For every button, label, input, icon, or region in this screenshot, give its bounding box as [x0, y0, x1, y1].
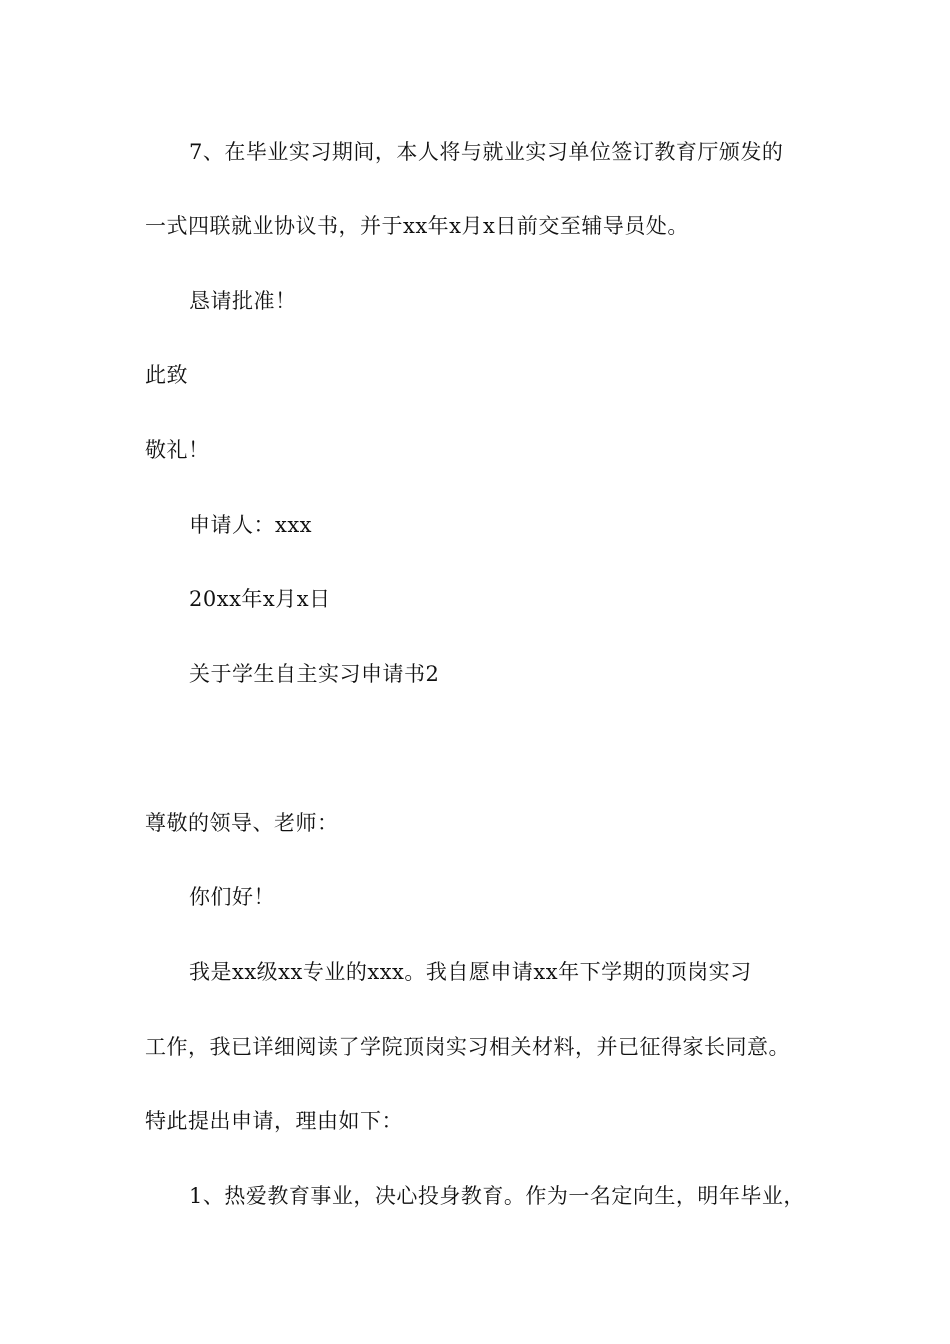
- paragraph-line: 我是xx级xx专业的xxx。我自愿申请xx年下学期的顶岗实习: [189, 960, 752, 984]
- paragraph-line: 7、在毕业实习期间，本人将与就业实习单位签订教育厅颁发的: [189, 140, 784, 164]
- section-title: 关于学生自主实习申请书2: [189, 662, 440, 686]
- paragraph-line: 工作，我已详细阅读了学院顶岗实习相关材料，并已征得家长同意。: [145, 1035, 790, 1059]
- paragraph-line: 1、热爱教育事业，决心投身教育。作为一名定向生，明年毕业，: [189, 1184, 805, 1208]
- applicant-line: 申请人：xxx: [189, 513, 313, 537]
- paragraph-line: 恳请批准！: [189, 289, 297, 313]
- salutation-line: 此致: [145, 363, 188, 387]
- greeting-line: 你们好！: [189, 885, 275, 909]
- salutation-line: 敬礼！: [145, 438, 210, 462]
- date-line: 20xx年x月x日: [189, 587, 331, 611]
- paragraph-line: 特此提出申请，理由如下：: [145, 1109, 403, 1133]
- paragraph-line: 一式四联就业协议书，并于xx年x月x日前交至辅导员处。: [145, 214, 689, 238]
- greeting-line: 尊敬的领导、老师：: [145, 811, 339, 835]
